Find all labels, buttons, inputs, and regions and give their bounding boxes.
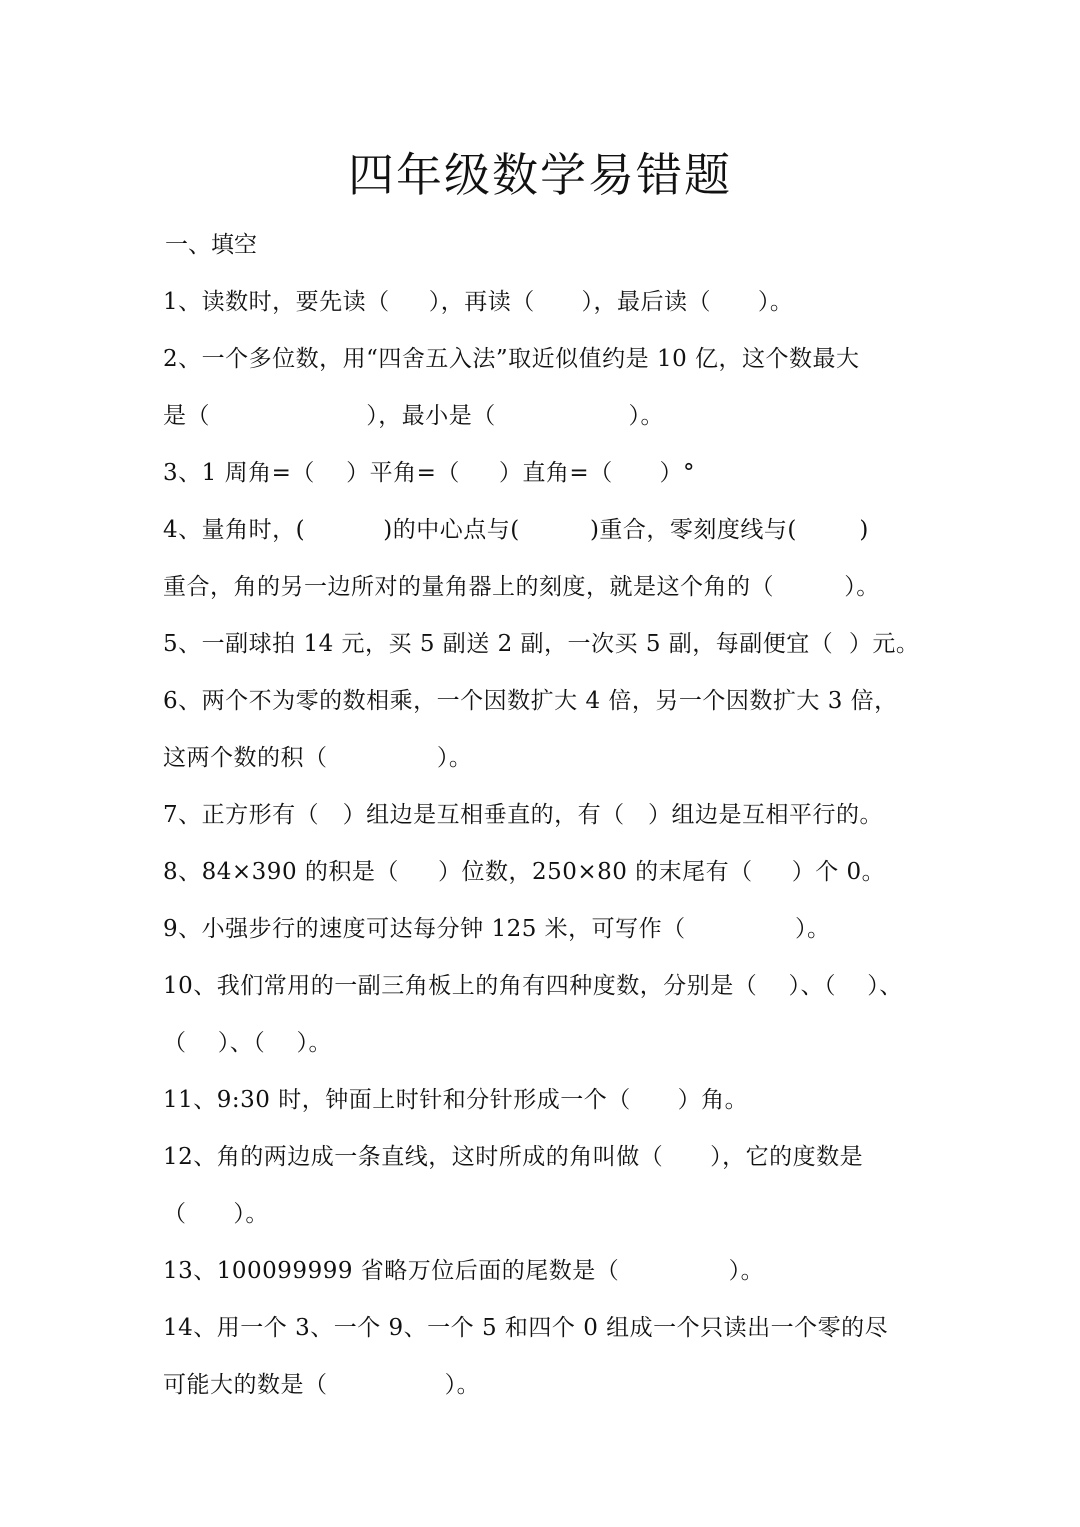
question-2-line-1: 2、一个多位数，用“四舍五入法”取近似值约是 10 亿，这个数最大 <box>163 346 860 372</box>
question-10-line-2: （ ）、（ ）。 <box>163 1030 332 1056</box>
question-11-line: 11、9:30 时，钟面上时针和分针形成一个（ ）角。 <box>163 1087 749 1113</box>
question-5-line: 5、一副球拍 14 元，买 5 副送 2 副，一次买 5 副，每副便宜（ ）元。 <box>163 631 920 657</box>
page-title: 四年级数学易错题 <box>348 148 732 202</box>
question-6-line-1: 6、两个不为零的数相乘，一个因数扩大 4 倍，另一个因数扩大 3 倍， <box>163 688 898 714</box>
question-14-line-2: 可能大的数是（ ）。 <box>163 1372 481 1398</box>
question-1-line: 1、读数时，要先读（ ），再读（ ），最后读（ ）。 <box>163 289 794 315</box>
question-4-line-2: 重合，角的另一边所对的量角器上的刻度，就是这个角的（ ）。 <box>163 574 880 600</box>
question-10-line-1: 10、我们常用的一副三角板上的角有四种度数，分别是（ ）、（ ）、 <box>163 973 903 999</box>
question-14-line-1: 14、用一个 3、一个 9、一个 5 和四个 0 组成一个只读出一个零的尽 <box>163 1315 889 1341</box>
section-heading-fill-in: 一、填空 <box>165 232 257 258</box>
question-12-line-2: （ ）。 <box>163 1201 269 1227</box>
question-3-line: 3、1 周角=（ ）平角=（ ）直角=（ ）° <box>163 460 696 486</box>
question-8-line: 8、84×390 的积是（ ）位数，250×80 的末尾有（ ）个 0。 <box>163 859 886 885</box>
question-2-line-2: 是（ ），最小是（ ）。 <box>163 403 665 429</box>
question-6-line-2: 这两个数的积（ ）。 <box>163 745 473 771</box>
question-12-line-1: 12、角的两边成一条直线，这时所成的角叫做（ ），它的度数是 <box>163 1144 864 1170</box>
question-4-line-1: 4、量角时，( )的中心点与( )重合，零刻度线与( ) <box>163 517 869 543</box>
question-13-line: 13、100099999 省略万位后面的尾数是（ ）。 <box>163 1258 765 1284</box>
question-9-line: 9、小强步行的速度可达每分钟 125 米，可写作（ ）。 <box>163 916 831 942</box>
question-7-line: 7、正方形有（ ）组边是互相垂直的，有（ ）组边是互相平行的。 <box>163 802 883 828</box>
